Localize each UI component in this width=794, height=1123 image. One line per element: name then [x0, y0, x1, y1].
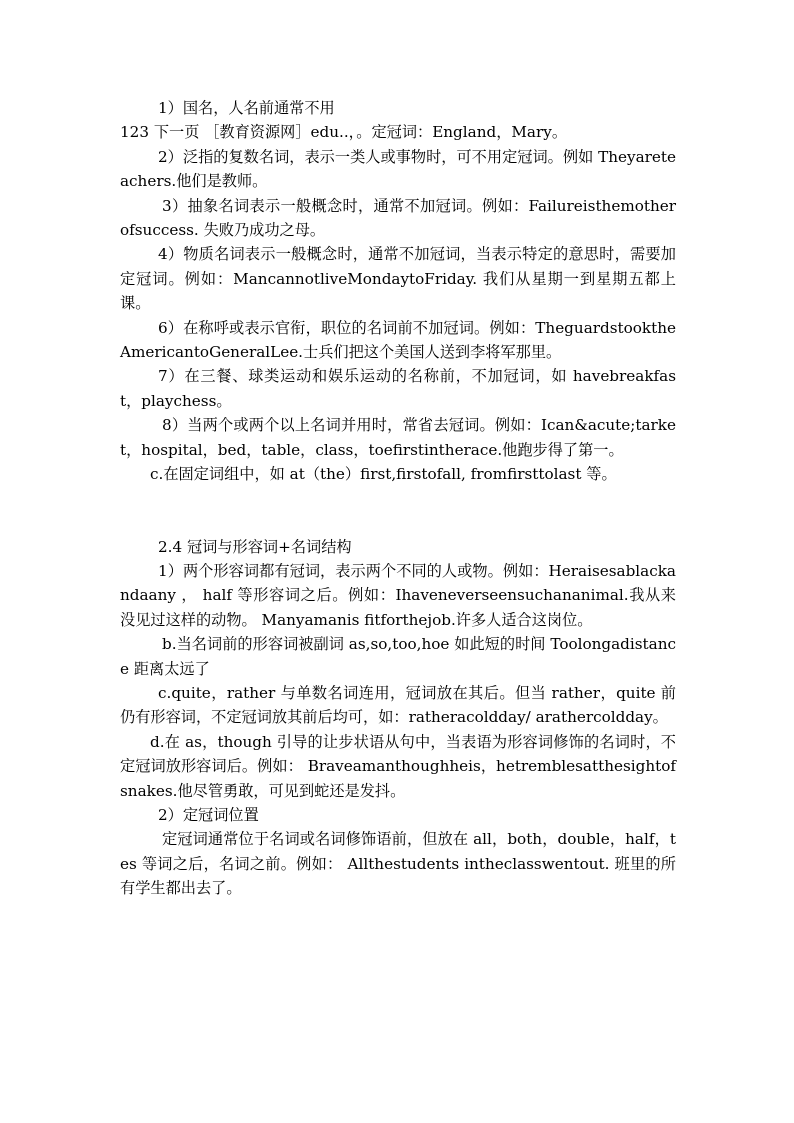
paragraph-13: d.在 as，though 引导的让步状语从句中，当表语为形容词修饰的名词时，不定冠词放形容词后。例如： Braveamanthoughheis，hetremblesatthesightofsnakes.他尽管勇敢，可见到蛇还是发抖。: [120, 732, 676, 800]
paragraph-2: 123 下一页 ［教育资源网］edu..，。定冠词：England，Mary。: [120, 123, 568, 142]
paragraph-4: 3）抽象名词表示一般概念时，通常不加冠词。例如：Failureisthemotherofsuccess. 失败乃成功之母。: [120, 196, 676, 240]
document-body: [120, 96, 676, 901]
section-heading: 2.4 冠词与形容词+名词结构: [158, 537, 352, 556]
paragraph-6: 6）在称呼或表示官衔，职位的名词前不加冠词。例如：TheguardstooktheAmericantoGeneralLee.士兵们把这个美国人送到李将军那里。: [120, 318, 676, 362]
paragraph-7: 7）在三餐、球类运动和娱乐运动的名称前，不加冠词，如 havebreakfast，playchess。: [120, 367, 676, 410]
paragraph-8: 8）当两个或两个以上名词并用时，常省去冠词。例如：Ican&acute;tarket，hospital，bed，table，class，toefirstintherace.他跑步得了第一。: [120, 416, 676, 459]
paragraph-1: 1）国名，人名前通常不用: [158, 99, 335, 117]
paragraph-15: 定冠词通常位于名词或名词修饰语前，但放在 all，both，double，half，tes 等词之后，名词之前。例如： Allthestudents intheclasswentout. 班里的所有学生都出去了。: [120, 830, 676, 898]
paragraph-9: c.在固定词组中，如 at（the）first,firstofall, fromfirsttolast 等。: [150, 465, 617, 484]
paragraph-3: 2）泛指的复数名词，表示一类人或事物时，可不用定冠词。例如 Theyareteachers.他们是教师。: [120, 147, 676, 191]
paragraph-10: 1）两个形容词都有冠词，表示两个不同的人或物。例如：Heraisesablackandaany ， half 等形容词之后。例如：Ihaveneverseensuchananimal.我从来没见过这样的动物。 Manyamanis fitforthejob.许多人适合这岗位。: [120, 561, 676, 629]
paragraph-14: 2）定冠词位置: [158, 805, 259, 824]
paragraph-12: c.quite，rather 与单数名词连用，冠词放在其后。但当 rather，quite 前仍有形容词，不定冠词放其前后均可，如：ratheracoldday/ arathercoldday。: [120, 683, 676, 727]
paragraph-5: 4）物质名词表示一般概念时，通常不加冠词，当表示特定的意思时，需要加定冠词。例如：MancannotliveMondaytoFriday. 我们从星期一到星期五都上课。: [120, 245, 676, 313]
paragraph-11: b.当名词前的形容词被副词 as,so,too,hoe 如此短的时间 Toolongadistance 距离太远了: [120, 635, 676, 678]
section-gap: [120, 487, 676, 535]
